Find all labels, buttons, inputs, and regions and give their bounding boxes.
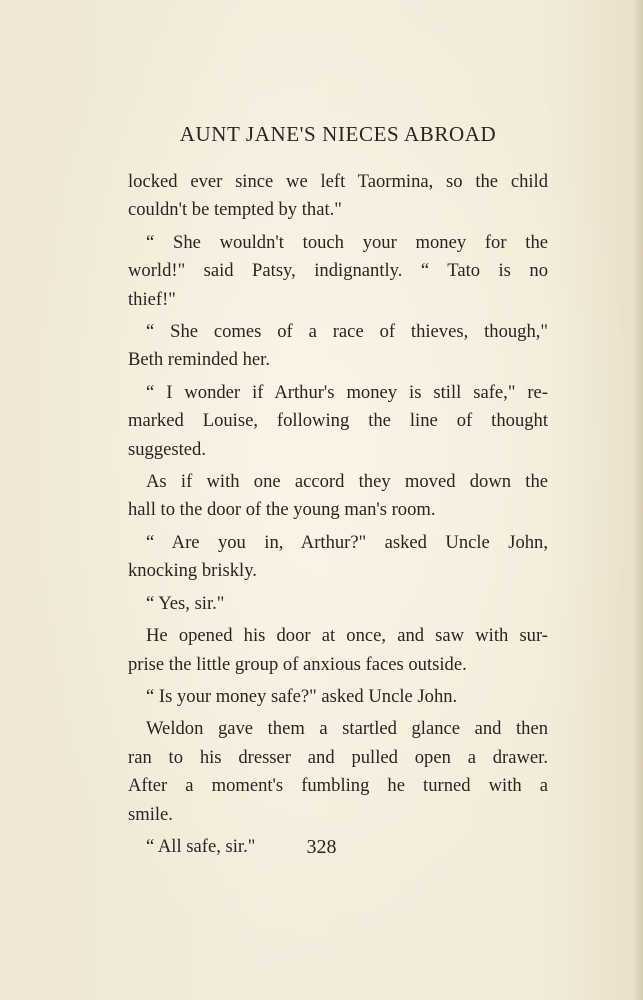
paragraph: [128, 590, 548, 618]
paragraph: [128, 468, 548, 525]
text-line: “ Are you in, Arthur?" asked Uncle John,: [146, 531, 548, 553]
text-line: knocking briskly.: [128, 560, 257, 582]
text-line: prise the little group of anxious faces outside.: [128, 653, 467, 675]
paragraph: [128, 529, 548, 586]
running-head: AUNT JANE'S NIECES ABROAD: [179, 122, 497, 146]
paragraph: [128, 168, 548, 225]
text-line: Weldon gave them a startled glance and then: [146, 718, 548, 740]
text-line: hall to the door of the young man's room.: [128, 499, 436, 521]
paragraph: [128, 683, 548, 711]
text-line: “ She comes of a race of thieves, though,": [146, 321, 548, 343]
text-line: “ Yes, sir.": [146, 592, 225, 614]
text-line: smile.: [128, 803, 173, 825]
body-text: [128, 168, 548, 861]
paragraph: [128, 318, 548, 375]
text-line: Beth reminded her.: [128, 349, 270, 371]
text-line: After a moment's fumbling he turned with a: [128, 775, 548, 797]
text-line: “ All safe, sir.": [146, 835, 256, 857]
paragraph: [128, 379, 548, 464]
text-line: “ She wouldn't touch your money for the: [146, 231, 548, 253]
text-line: world!" said Patsy, indignantly. “ Tato is no: [128, 260, 548, 282]
text-line: marked Louise, following the line of thought: [128, 410, 548, 432]
text-line: As if with one accord they moved down the: [146, 471, 548, 493]
text-line: “ Is your money safe?" asked Uncle John.: [146, 685, 458, 707]
text-line: He opened his door at once, and saw with sur-: [146, 625, 548, 647]
paragraph: [128, 622, 548, 679]
text-line: couldn't be tempted by that.": [128, 199, 342, 221]
page-number: 328: [306, 836, 337, 858]
text-line: “ I wonder if Arthur's money is still safe," re-: [146, 381, 548, 403]
text-line: locked ever since we left Taormina, so the child: [128, 171, 548, 192]
text-line: thief!": [128, 288, 176, 310]
text-line: ran to his dresser and pulled open a drawer.: [128, 746, 548, 768]
paragraph: [128, 715, 548, 829]
paragraph: [128, 229, 548, 314]
text-line: suggested.: [128, 438, 206, 460]
